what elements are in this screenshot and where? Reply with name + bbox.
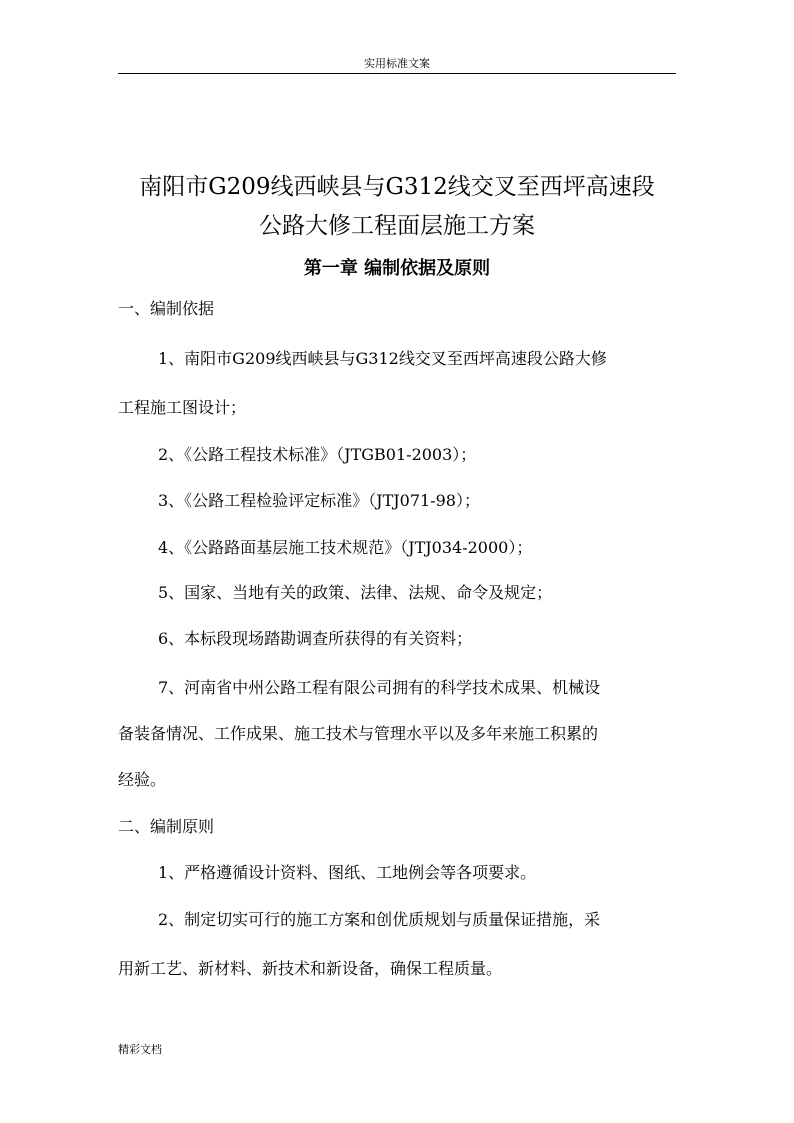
basis-item-4: 4、《公路路面基层施工技术规范》（JTJ034-2000）； (158, 538, 533, 557)
principle-item-2-line-1: 2、制定切实可行的施工方案和创优质规划与质量保证措施，采 (158, 910, 601, 929)
page-header: 实用标准文案 (364, 57, 430, 70)
principle-item-1: 1、严格遵循设计资料、图纸、工地例会等各项要求。 (158, 863, 537, 882)
basis-item-7-line-1: 7、河南省中州公路工程有限公司拥有的科学技术成果、机械设 (158, 678, 601, 697)
header-divider (118, 73, 676, 74)
basis-item-3: 3、《公路工程检验评定标准》（JTJ071-98）； (158, 491, 480, 510)
basis-item-5: 5、国家、当地有关的政策、法律、法规、命令及规定； (158, 583, 553, 602)
basis-item-1-line-2: 工程施工图设计； (118, 398, 247, 417)
basis-item-2: 2、《公路工程技术标准》（JTGB01-2003）； (158, 445, 477, 464)
basis-item-1-line-1: 1、南阳市G209线西峡县与G312线交叉至西坪高速段公路大修 (158, 349, 607, 368)
section-heading-principles: 二、编制原则 (118, 817, 215, 836)
section-heading-basis: 一、编制依据 (118, 299, 215, 318)
document-title-line-1: 南阳市G209线西峡县与G312线交叉至西坪高速段 (139, 174, 655, 200)
basis-item-6: 6、本标段现场踏勘调查所获得的有关资料； (158, 629, 473, 648)
basis-item-7-line-3: 经验。 (118, 770, 167, 789)
page-footer: 精彩文档 (118, 1043, 162, 1056)
principle-item-2-line-2: 用新工艺、新材料、新技术和新设备，确保工程质量。 (118, 959, 503, 978)
document-title-line-2: 公路大修工程面层施工方案 (259, 213, 535, 239)
chapter-title: 第一章 编制依据及原则 (303, 258, 491, 279)
basis-item-7-line-2: 备装备情况、工作成果、施工技术与管理水平以及多年来施工积累的 (118, 724, 599, 743)
